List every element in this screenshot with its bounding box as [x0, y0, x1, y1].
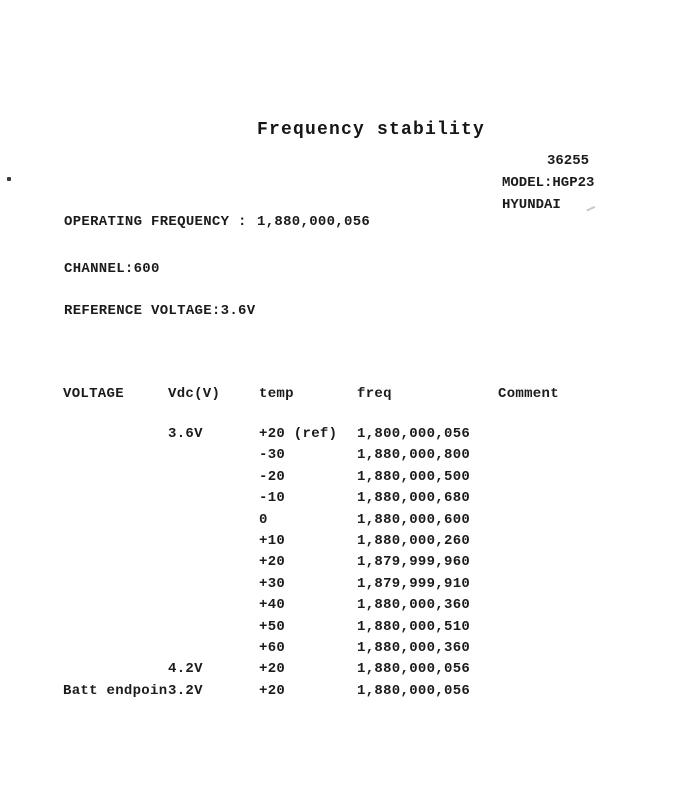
cell-freq: 1,880,000,360 — [357, 597, 471, 614]
table-header-voltage: VOLTAGE — [63, 386, 124, 402]
channel-label: CHANNEL:600 — [64, 261, 160, 277]
model-label: MODEL:HGP23 — [502, 175, 595, 191]
cell-freq: 1,879,999,910 — [357, 575, 471, 592]
cell-freq: 1,880,000,600 — [357, 511, 471, 528]
table-header-temp: temp — [259, 386, 294, 402]
table-row — [0, 574, 700, 595]
cell-freq: 1,880,000,260 — [357, 532, 471, 549]
cell-temp: -10 — [259, 490, 286, 507]
table-row — [0, 531, 700, 552]
table-row — [0, 659, 700, 680]
operating-frequency-value: 1,880,000,056 — [257, 214, 371, 230]
brand-label: HYUNDAI — [502, 197, 561, 213]
cell-temp: +30 — [259, 575, 286, 592]
table-row — [0, 510, 700, 531]
operating-frequency-label: OPERATING FREQUENCY : — [64, 214, 247, 230]
table-header-freq: freq — [357, 386, 392, 402]
cell-temp: -20 — [259, 468, 286, 485]
cell-temp: +60 — [259, 639, 286, 656]
table-row — [0, 617, 700, 638]
table-row — [0, 445, 700, 466]
cell-vdc: 3.6V — [168, 426, 203, 442]
cell-vdc: 4.2V — [168, 661, 203, 678]
cell-freq: 1,879,999,960 — [357, 554, 471, 571]
table-row — [0, 467, 700, 488]
cell-voltage: Batt endpoin — [63, 682, 168, 699]
cell-temp: +20 — [259, 554, 286, 571]
scan-speck-icon — [7, 177, 11, 181]
table-row — [0, 424, 700, 445]
cell-temp: +40 — [259, 597, 286, 614]
measurement-table-body — [0, 424, 700, 702]
table-row — [0, 552, 700, 573]
cell-temp: +50 — [259, 618, 286, 635]
table-row — [0, 488, 700, 509]
cell-freq: 1,800,000,056 — [357, 426, 471, 442]
scan-smudge-icon — [584, 200, 596, 211]
cell-temp: +20 (ref) — [259, 426, 338, 442]
cell-freq: 1,880,000,056 — [357, 661, 471, 678]
reference-voltage-label: REFERENCE VOLTAGE:3.6V — [64, 303, 256, 319]
cell-temp: 0 — [259, 511, 268, 528]
table-row — [0, 595, 700, 616]
cell-freq: 1,880,000,500 — [357, 468, 471, 485]
cell-temp: +20 — [259, 661, 286, 678]
cell-temp: -30 — [259, 447, 286, 464]
cell-temp: +10 — [259, 532, 286, 549]
table-header-comment: Comment — [498, 386, 559, 402]
cell-freq: 1,880,000,056 — [357, 682, 471, 699]
cell-vdc: 3.2V — [168, 682, 203, 699]
cell-temp: +20 — [259, 682, 286, 699]
cell-freq: 1,880,000,510 — [357, 618, 471, 635]
cell-freq: 1,880,000,680 — [357, 490, 471, 507]
document-number: 36255 — [547, 153, 590, 169]
cell-freq: 1,880,000,800 — [357, 447, 471, 464]
table-row — [0, 681, 700, 702]
table-header-vdc: Vdc(V) — [168, 386, 221, 402]
page-title: Frequency stability — [257, 120, 486, 140]
cell-freq: 1,880,000,360 — [357, 639, 471, 656]
table-row — [0, 638, 700, 659]
